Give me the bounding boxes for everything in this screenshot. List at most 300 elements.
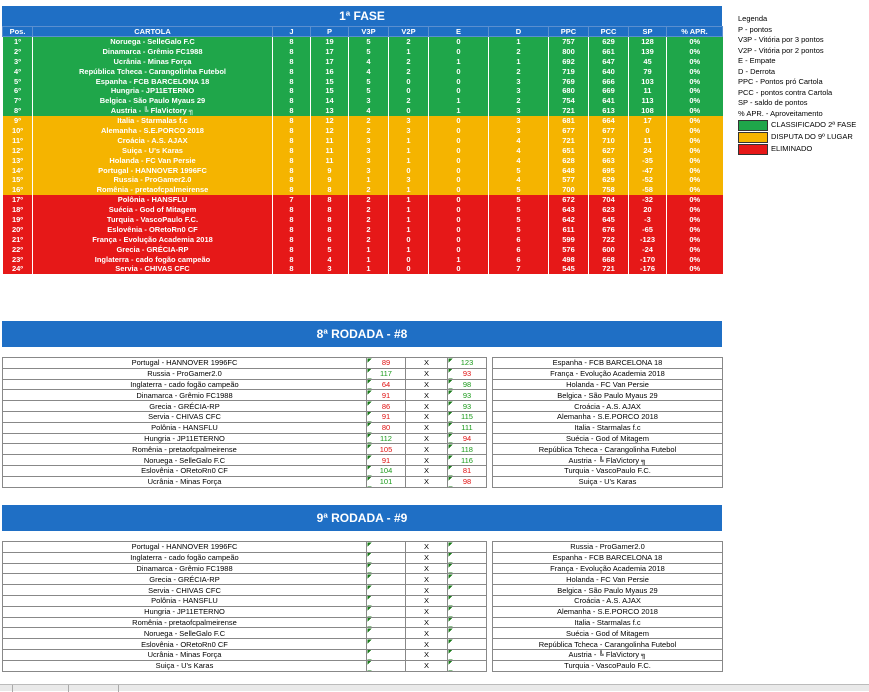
standings-cell-v2p: 3 [389,116,429,126]
standings-cell-e: 0 [429,264,489,274]
standings-cell-v2p: 0 [389,264,429,274]
standings-cell-d: 2 [489,66,549,76]
match-away-team: França - Evolução Academia 2018 [493,563,723,574]
standings-cell-v3p: 5 [349,86,389,96]
match-home-team: Grecia - GRÉCIA-RP [3,401,367,412]
round8-title: 8ª RODADA - #8 [316,327,408,341]
match-away-score [448,585,487,596]
standings-cell-j: 8 [273,185,311,195]
match-away-score: 118 [448,444,487,455]
standings-cell-pos: 17º [3,195,33,205]
standings-row [3,76,723,86]
standings-cell-team: Romênia - pretaofcpalmeirense [33,185,273,195]
standings-cell-apr: 0% [667,234,723,244]
standings-cell-sp: 17 [629,116,667,126]
match-home-score: 80 [367,422,406,433]
standings-cell-sp: 0 [629,126,667,136]
standings-cell-apr: 0% [667,86,723,96]
match-row [3,476,723,487]
match-row [3,465,723,476]
match-versus: X [406,595,448,606]
standings-cell-pcc: 645 [589,215,629,225]
standings-cell-pos: 1º [3,37,33,47]
standings-row [3,224,723,234]
match-away-team: Suécia - God of Mitagem [493,433,723,444]
standings-cell-v3p: 4 [349,56,389,66]
standings-cell-team: Servia - CHIVAS CFC [33,264,273,274]
zone-swatch [738,120,768,131]
standings-cell-team: Polônia - HANSFLU [33,195,273,205]
standings-row [3,56,723,66]
standings-cell-sp: 108 [629,106,667,116]
legend-item: V3P - Vitória por 3 pontos [738,35,824,44]
legend-item: PCC - pontos contra Cartola [738,87,833,97]
standings-cell-e: 0 [429,116,489,126]
standings-cell-p: 6 [311,234,349,244]
standings-cell-v2p: 3 [389,175,429,185]
match-row [3,552,723,563]
standings-cell-ppc: 628 [549,155,589,165]
match-row [3,585,723,596]
standings-row [3,254,723,264]
standings-cell-sp: -32 [629,195,667,205]
legend-title: Legenda [738,14,768,23]
header-e: E [429,27,489,37]
standings-cell-sp: 11 [629,86,667,96]
match-row [3,390,723,401]
standings-cell-team: Grecia - GRÉCIA-RP [33,244,273,254]
standings-cell-pcc: 663 [589,155,629,165]
standings-cell-v2p: 2 [389,66,429,76]
standings-cell-apr: 0% [667,66,723,76]
standings-cell-apr: 0% [667,126,723,136]
match-versus: X [406,411,448,422]
match-versus: X [406,368,448,379]
standings-cell-team: Turquia - VascoPaulo F.C. [33,215,273,225]
standings-cell-ppc: 800 [549,46,589,56]
standings-cell-sp: -170 [629,254,667,264]
standings-cell-apr: 0% [667,37,723,47]
match-home-score [367,628,406,639]
match-away-team: França - Evolução Academia 2018 [493,368,723,379]
standings-cell-apr: 0% [667,116,723,126]
standings-cell-pcc: 666 [589,76,629,86]
standings-cell-p: 14 [311,96,349,106]
standings-cell-team: Russia - ProGamer2.0 [33,175,273,185]
standings-cell-pos: 10º [3,126,33,136]
match-home-team: Inglaterra - cado fogão campeão [3,552,367,563]
standings-cell-apr: 0% [667,165,723,175]
standings-cell-j: 8 [273,175,311,185]
match-home-team: Romênia - pretaofcpalmeirense [3,444,367,455]
match-away-score [448,552,487,563]
match-versus: X [406,358,448,369]
standings-cell-v2p: 0 [389,165,429,175]
legend-zone-eliminated [738,143,856,155]
standings-cell-pcc: 629 [589,175,629,185]
standings-cell-v2p: 0 [389,234,429,244]
match-away-score: 93 [448,401,487,412]
standings-cell-ppc: 680 [549,86,589,96]
match-away-team: República Tcheca - Carangolinha Futebol [493,639,723,650]
standings-cell-j: 8 [273,215,311,225]
standings-cell-pos: 12º [3,145,33,155]
round8-matches-body [3,358,723,488]
standings-cell-j: 8 [273,205,311,215]
standings-cell-pos: 5º [3,76,33,86]
standings-cell-v3p: 3 [349,155,389,165]
standings-cell-pos: 24º [3,264,33,274]
match-home-score [367,552,406,563]
match-away-team: Holanda - FC Van Persie [493,379,723,390]
match-away-score [448,660,487,671]
match-home-score [367,595,406,606]
standings-cell-team: França - Evolução Academia 2018 [33,234,273,244]
match-home-team: Polônia - HANSFLU [3,595,367,606]
standings-cell-sp: -58 [629,185,667,195]
match-away-score [448,649,487,660]
phase-title: 1ª FASE [339,9,385,23]
standings-cell-pcc: 721 [589,264,629,274]
standings-cell-d: 4 [489,135,549,145]
standings-cell-p: 8 [311,205,349,215]
match-row [3,617,723,628]
match-away-score [448,542,487,553]
standings-cell-p: 17 [311,56,349,66]
match-away-team: Italia - Starmalas f.c [493,422,723,433]
standings-cell-apr: 0% [667,56,723,66]
match-home-team: Eslovênia - ORetoRn0 CF [3,465,367,476]
match-home-team: Romênia - pretaofcpalmeirense [3,617,367,628]
match-away-score: 94 [448,433,487,444]
standings-cell-v3p: 2 [349,195,389,205]
zone-label: CLASSIFICADO 2ª FASE [771,119,857,129]
standings-cell-v3p: 2 [349,205,389,215]
match-versus: X [406,574,448,585]
match-row [3,649,723,660]
standings-cell-ppc: 700 [549,185,589,195]
match-away-team: Suiça - U's Karas [493,476,723,487]
match-versus: X [406,617,448,628]
header-apr: % APR. [667,27,723,37]
standings-cell-v3p: 3 [349,145,389,155]
round9-matches-body [3,542,723,672]
match-home-score [367,542,406,553]
standings-cell-team: Inglaterra - cado fogão campeão [33,254,273,264]
match-home-score: 89 [367,358,406,369]
standings-row [3,244,723,254]
standings-cell-sp: 45 [629,56,667,66]
match-home-score [367,585,406,596]
match-home-score: 101 [367,476,406,487]
header-d: D [489,27,549,37]
standings-cell-e: 1 [429,56,489,66]
match-versus: X [406,639,448,650]
match-away-team: Austria - ╚ FlaVictory ╗ [493,649,723,660]
standings-row [3,205,723,215]
standings-cell-v3p: 2 [349,224,389,234]
standings-cell-sp: 20 [629,205,667,215]
standings-cell-v3p: 2 [349,116,389,126]
match-versus: X [406,563,448,574]
standings-cell-p: 15 [311,76,349,86]
match-away-score [448,617,487,628]
standings-row [3,66,723,76]
standings-cell-d: 5 [489,224,549,234]
standings-cell-apr: 0% [667,195,723,205]
match-away-score [448,574,487,585]
standings-cell-pos: 8º [3,106,33,116]
standings-cell-pos: 11º [3,135,33,145]
match-home-score: 117 [367,368,406,379]
standings-cell-e: 0 [429,195,489,205]
standings-cell-pcc: 695 [589,165,629,175]
standings-cell-p: 9 [311,165,349,175]
standings-cell-p: 8 [311,195,349,205]
standings-cell-apr: 0% [667,155,723,165]
match-away-score: 93 [448,390,487,401]
standings-cell-ppc: 498 [549,254,589,264]
standings-cell-v2p: 0 [389,76,429,86]
match-versus: X [406,433,448,444]
standings-cell-p: 12 [311,126,349,136]
match-versus: X [406,606,448,617]
standings-cell-pcc: 661 [589,46,629,56]
standings-cell-pcc: 677 [589,126,629,136]
header-v2p: V2P [389,27,429,37]
standings-cell-team: Hungria - JP11ETERNO [33,86,273,96]
standings-cell-d: 6 [489,244,549,254]
standings-cell-team: Eslovênia - ORetoRn0 CF [33,224,273,234]
standings-cell-p: 15 [311,86,349,96]
standings-cell-team: Italia - Starmalas f.c [33,116,273,126]
standings-row [3,155,723,165]
standings-cell-e: 0 [429,76,489,86]
standings-cell-j: 8 [273,96,311,106]
standings-cell-sp: 24 [629,145,667,155]
standings-cell-j: 8 [273,126,311,136]
header-v3p: V3P [349,27,389,37]
standings-cell-v3p: 2 [349,185,389,195]
match-away-score: 116 [448,455,487,466]
standings-cell-d: 4 [489,155,549,165]
match-home-team: Russia - ProGamer2.0 [3,368,367,379]
match-home-score: 64 [367,379,406,390]
match-away-team: Alemanha - S.E.PORCO 2018 [493,606,723,617]
standings-cell-v3p: 2 [349,234,389,244]
standings-cell-d: 5 [489,205,549,215]
standings-cell-sp: 139 [629,46,667,56]
match-home-team: Dinamarca - Grêmio FC1988 [3,563,367,574]
match-away-team: Turquia - VascoPaulo F.C. [493,465,723,476]
match-home-team: Servia - CHIVAS CFC [3,585,367,596]
standings-cell-sp: -3 [629,215,667,225]
standings-cell-pos: 22º [3,244,33,254]
match-row [3,542,723,553]
standings-cell-pcc: 600 [589,244,629,254]
match-row [3,379,723,390]
match-row [3,433,723,444]
match-away-team: Suécia - God of Mitagem [493,628,723,639]
standings-cell-apr: 0% [667,264,723,274]
standings-cell-ppc: 692 [549,56,589,66]
header-p: P [311,27,349,37]
standings-cell-pcc: 647 [589,56,629,66]
standings-cell-v3p: 3 [349,165,389,175]
standings-cell-v2p: 1 [389,205,429,215]
standings-cell-apr: 0% [667,224,723,234]
standings-cell-v2p: 2 [389,96,429,106]
match-home-team: Noruega - SelleGalo F.C [3,455,367,466]
standings-cell-e: 0 [429,66,489,76]
legend-zone-playoff [738,131,856,143]
standings-cell-ppc: 681 [549,116,589,126]
standings-cell-p: 16 [311,66,349,76]
standings-cell-sp: -123 [629,234,667,244]
header-pos: Pos. [3,27,33,37]
standings-cell-team: Belgica - São Paulo Myaus 29 [33,96,273,106]
standings-cell-p: 17 [311,46,349,56]
standings-cell-pcc: 710 [589,135,629,145]
match-away-score: 123 [448,358,487,369]
standings-row [3,264,723,274]
zone-label: DISPUTA DO 9º LUGAR [771,131,853,141]
standings-cell-e: 0 [429,46,489,56]
standings-cell-j: 8 [273,86,311,96]
standings-cell-pos: 21º [3,234,33,244]
match-away-score: 81 [448,465,487,476]
standings-cell-v2p: 2 [389,56,429,66]
standings-cell-team: Alemanha - S.E.PORCO 2018 [33,126,273,136]
standings-cell-v2p: 1 [389,185,429,195]
standings-cell-p: 13 [311,106,349,116]
standings-cell-apr: 0% [667,96,723,106]
match-away-team: Croácia - A.S. AJAX [493,595,723,606]
match-away-team: Espanha - FCB BARCELONA 18 [493,358,723,369]
standings-cell-j: 8 [273,106,311,116]
match-away-team: República Tcheca - Carangolinha Futebol [493,444,723,455]
standings-cell-pcc: 640 [589,66,629,76]
standings-cell-sp: 113 [629,96,667,106]
match-away-score [448,563,487,574]
round9-title-band [2,505,722,531]
standings-row [3,37,723,47]
standings-cell-v2p: 0 [389,106,429,116]
standings-cell-d: 3 [489,106,549,116]
standings-cell-e: 0 [429,175,489,185]
round8-title-band [2,321,722,347]
standings-table [2,26,723,274]
standings-cell-e: 1 [429,96,489,106]
match-row [3,660,723,671]
standings-cell-v2p: 1 [389,145,429,155]
match-away-team: Croácia - A.S. AJAX [493,401,723,412]
standings-cell-p: 8 [311,215,349,225]
standings-cell-p: 11 [311,135,349,145]
standings-cell-d: 1 [489,37,549,47]
standings-cell-pos: 20º [3,224,33,234]
standings-cell-v3p: 1 [349,175,389,185]
standings-cell-ppc: 651 [549,145,589,155]
standings-cell-pcc: 676 [589,224,629,234]
legend-zone-qualified [738,119,856,131]
standings-cell-j: 8 [273,234,311,244]
standings-cell-e: 0 [429,135,489,145]
match-row [3,401,723,412]
standings-cell-ppc: 648 [549,165,589,175]
header-pcc: PCC [589,27,629,37]
standings-cell-team: Portugal - HANNOVER 1996FC [33,165,273,175]
standings-cell-apr: 0% [667,254,723,264]
standings-cell-apr: 0% [667,205,723,215]
standings-cell-pcc: 641 [589,96,629,106]
match-home-score [367,660,406,671]
standings-cell-v3p: 4 [349,106,389,116]
match-away-team: Espanha - FCB BARCELONA 18 [493,552,723,563]
match-home-team: Suiça - U's Karas [3,660,367,671]
standings-cell-apr: 0% [667,106,723,116]
standings-cell-pcc: 613 [589,106,629,116]
match-row [3,368,723,379]
standings-cell-team: Noruega - SelleGalo F.C [33,37,273,47]
match-row [3,574,723,585]
match-away-score [448,595,487,606]
legend-item: D - Derrota [738,66,776,76]
standings-cell-j: 8 [273,135,311,145]
match-away-score: 115 [448,411,487,422]
standings-cell-p: 12 [311,116,349,126]
standings-cell-d: 5 [489,185,549,195]
standings-cell-ppc: 754 [549,96,589,106]
match-home-score [367,649,406,660]
standings-cell-pos: 19º [3,215,33,225]
standings-cell-pcc: 664 [589,116,629,126]
match-away-score: 93 [448,368,487,379]
match-row [3,639,723,650]
standings-cell-d: 5 [489,215,549,225]
standings-cell-ppc: 672 [549,195,589,205]
standings-cell-sp: -176 [629,264,667,274]
standings-cell-e: 0 [429,145,489,155]
standings-row [3,195,723,205]
standings-cell-j: 8 [273,264,311,274]
standings-cell-v2p: 3 [389,126,429,136]
legend-item: % APR. - Aproveitamento [738,108,823,118]
match-versus: X [406,455,448,466]
standings-row [3,116,723,126]
standings-cell-e: 0 [429,155,489,165]
standings-cell-pcc: 668 [589,254,629,264]
standings-cell-ppc: 769 [549,76,589,86]
sheet-tabs-bar [0,684,869,691]
standings-header-row [3,27,723,37]
standings-cell-apr: 0% [667,244,723,254]
standings-row [3,234,723,244]
standings-cell-v3p: 5 [349,76,389,86]
standings-row [3,185,723,195]
match-home-score [367,563,406,574]
standings-cell-p: 8 [311,185,349,195]
standings-cell-e: 0 [429,224,489,234]
match-home-score: 91 [367,455,406,466]
standings-cell-sp: -35 [629,155,667,165]
standings-cell-j: 8 [273,165,311,175]
standings-cell-team: Austria - ╚ FlaVictory ╗ [33,106,273,116]
standings-cell-pos: 2º [3,46,33,56]
standings-cell-ppc: 643 [549,205,589,215]
standings-cell-d: 6 [489,254,549,264]
standings-cell-j: 8 [273,224,311,234]
